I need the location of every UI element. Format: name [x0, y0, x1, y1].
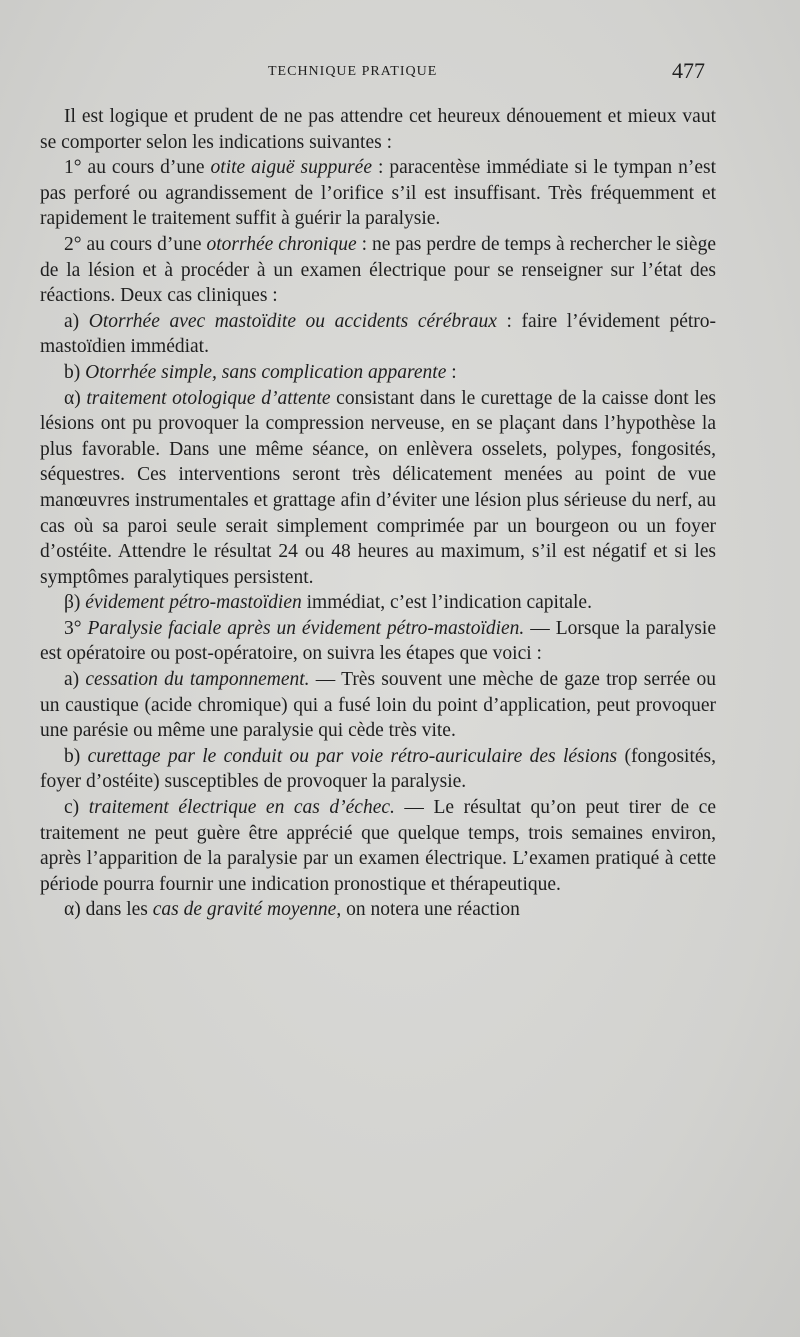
italic-phrase: Paralysie faciale après un évidement pétro-mastoïdien. [87, 617, 525, 639]
paragraph [40, 616, 716, 667]
text-run: consistant dans le curettage de la caisse dont les lésions ont pu provoquer la compression nerveuse, en se plaçant dans l’hypothèse la plus favorable. Dans une même séance, on enlèvera osselets, polypes, fongosités, séquestres. Ces interventions seront très délicatement menées au point de vue manœuvres instrumentales et grattage afin d’éviter une lésion plus sérieuse du nerf, au cas où sa paroi seule serait simplement comprimée par un bourgeon ou un foyer d’ostéite. Attendre le résultat 24 ou 48 heures au maximum, s’il est négatif et si les symptômes paralytiques persistent. [40, 387, 716, 588]
paragraph [40, 309, 716, 360]
text-run: β) [64, 592, 86, 614]
italic-phrase: évidement pétro-mastoïdien [85, 592, 302, 614]
text-run: c) [64, 797, 89, 819]
paragraph [40, 744, 716, 795]
text-run: 1° au cours d’une [64, 157, 211, 179]
text-run: : paracentèse immédiate si le tympan n’est pas perforé ou agrandissement de l’orifice s’il est insuffisant. Très fréquemment et rapidement le traitement suffit à guérir la paralysie. [40, 157, 716, 230]
italic-phrase: otite aiguë suppurée [210, 157, 372, 179]
text-run: Il est logique et prudent de ne pas attendre cet heureux dénouement et mieux vaut se comporter selon les indications suivantes : [40, 106, 716, 153]
text-run: immédiat, c’est l’indication capitale. [301, 592, 592, 614]
text-run: — Le résultat qu’on peut tirer de ce traitement ne peut guère être apprécié que quelque temps, trois semaines environ, après l’apparition de la paralysie par un examen électrique. L’examen pratiqué à cette période pourra fournir une indication pronostique et thérapeutique. [40, 797, 716, 895]
italic-phrase: Otorrhée simple, sans complication apparente [85, 361, 447, 383]
text-run: b) [64, 361, 86, 383]
text-run: 3° [64, 617, 88, 639]
text-run: — Lorsque la paralysie est opératoire ou post-opératoire, on suivra les étapes que voici : [40, 617, 716, 665]
text-run: (fongosités, foyer d’ostéite) susceptibles de provoquer la paralysie. [40, 745, 717, 793]
text-run: , on notera une réaction [336, 899, 520, 921]
italic-phrase: otorrhée chronique [206, 233, 357, 255]
text-run: — Très souvent une mèche de gaze trop serrée ou un caustique (acide chromique) qui a fusé loin du point d’application, peut provoquer une parésie ou même une paralysie qui cède très vite. [40, 669, 716, 742]
paragraph [40, 104, 716, 155]
italic-phrase: traitement otologique d’attente [86, 387, 331, 409]
page-number: 477 [672, 58, 705, 83]
body-text [40, 104, 716, 923]
paragraph [40, 360, 716, 386]
paragraph [40, 667, 716, 744]
paragraph [40, 897, 716, 923]
text-run: : [446, 361, 457, 383]
italic-phrase: cessation du tamponnement. [85, 669, 310, 691]
italic-phrase: cas de gravité moyenne [152, 899, 337, 921]
text-run: α) [64, 387, 87, 409]
italic-phrase: curettage par le conduit ou par voie rétro-auriculaire des lésions [87, 745, 618, 767]
page-header [0, 58, 800, 88]
text-run: α) dans les [64, 899, 153, 921]
paragraph [40, 155, 716, 232]
paragraph [40, 590, 716, 616]
text-run: 2° au cours d’une [64, 233, 207, 255]
paragraph [40, 232, 716, 309]
italic-phrase: traitement électrique en cas d’échec. [88, 797, 395, 819]
running-head: TECHNIQUE PRATIQUE [268, 64, 438, 79]
text-run: a) [64, 310, 89, 332]
paragraph [40, 386, 716, 591]
italic-phrase: Otorrhée avec mastoïdite ou accidents cérébraux [88, 310, 497, 332]
text-run: b) [64, 745, 88, 767]
text-run: a) [64, 669, 86, 691]
text-run: : faire l’évidement pétro-mastoïdien immédiat. [40, 310, 717, 358]
text-run: : ne pas perdre de temps à rechercher le siège de la lésion et à procéder à un examen électrique pour se renseigner sur l’état des réactions. Deux cas cliniques : [40, 233, 716, 307]
paragraph [40, 795, 716, 897]
